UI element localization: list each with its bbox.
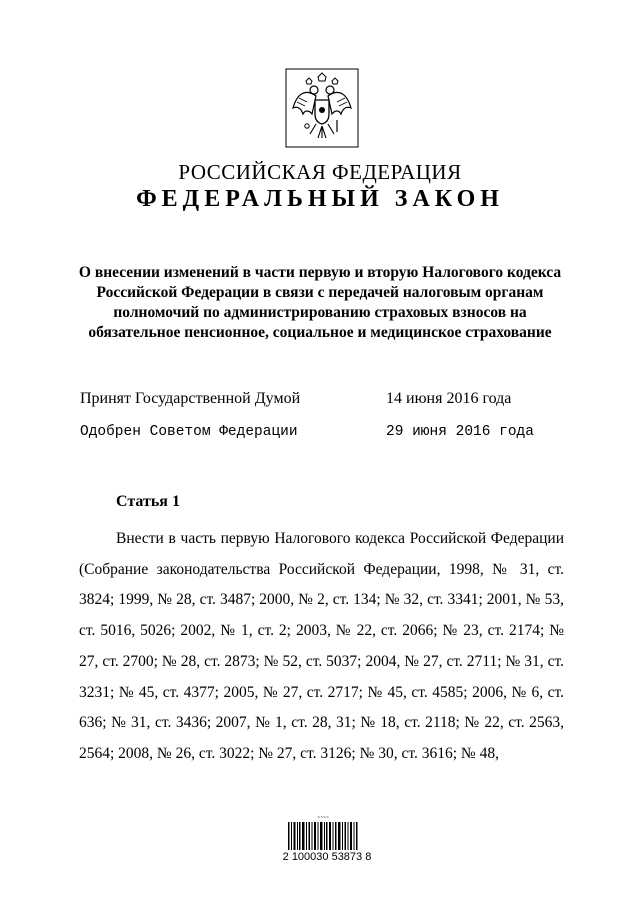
- article-heading: Статья 1: [116, 493, 180, 510]
- barcode-number: 2 100030 53873 8: [282, 851, 372, 863]
- approved-label: Одобрен Советом Федерации: [80, 424, 298, 440]
- approved-date: 29 июня 2016 года: [386, 424, 534, 440]
- article-text: Внести в часть первую Налогового кодекса Российской Федерации (Собрание законодательства Российской Федерации, 1998, № 31, ст. 3824; 1999, № 28, ст. 3487; 2000, № 2, ст. 134; № 32, ст. 3341; 2001, № 53, ст. 5016, 5026; 2002, № 1, ст. 2; 2003, № 22, ст. 2066; № 23, ст. 2174; № 27, ст. 2700; № 28, ст. 2873; № 52, ст. 5037; 2004, № 27, ст. 2711; № 31, ст. 3231; № 45, ст. 4377; 2005, № 27, ст. 2717; № 45, ст. 4585; 2006, № 6, ст. 636; № 31, ст. 3436; 2007, № 1, ст. 28, 31; № 18, ст. 2118; № 22, ст. 2563, 2564; 2008, № 26, ст. 3022; № 27, ст. 3126; № 30, ст. 3616; № 48,: [79, 530, 564, 762]
- law-title: О внесении изменений в части первую и вторую Налогового кодекса Российской Федерации в связи с передачей налоговым органам полномочий по администрированию страховых взносов на обязательное пенсионное, социальное и медицинское страхование: [78, 264, 562, 341]
- russian-coat-of-arms-icon: [285, 68, 359, 148]
- barcode-image: [286, 813, 360, 851]
- country-name: РОССИЙСКАЯ ФЕДЕРАЦИЯ: [178, 160, 462, 184]
- adopted-label: Принят Государственной Думой: [80, 390, 301, 407]
- adopted-date: 14 июня 2016 года: [386, 390, 512, 407]
- document-type: ФЕДЕРАЛЬНЫЙ ЗАКОН: [136, 186, 504, 212]
- svg-text:~~~~: ~~~~: [317, 815, 329, 821]
